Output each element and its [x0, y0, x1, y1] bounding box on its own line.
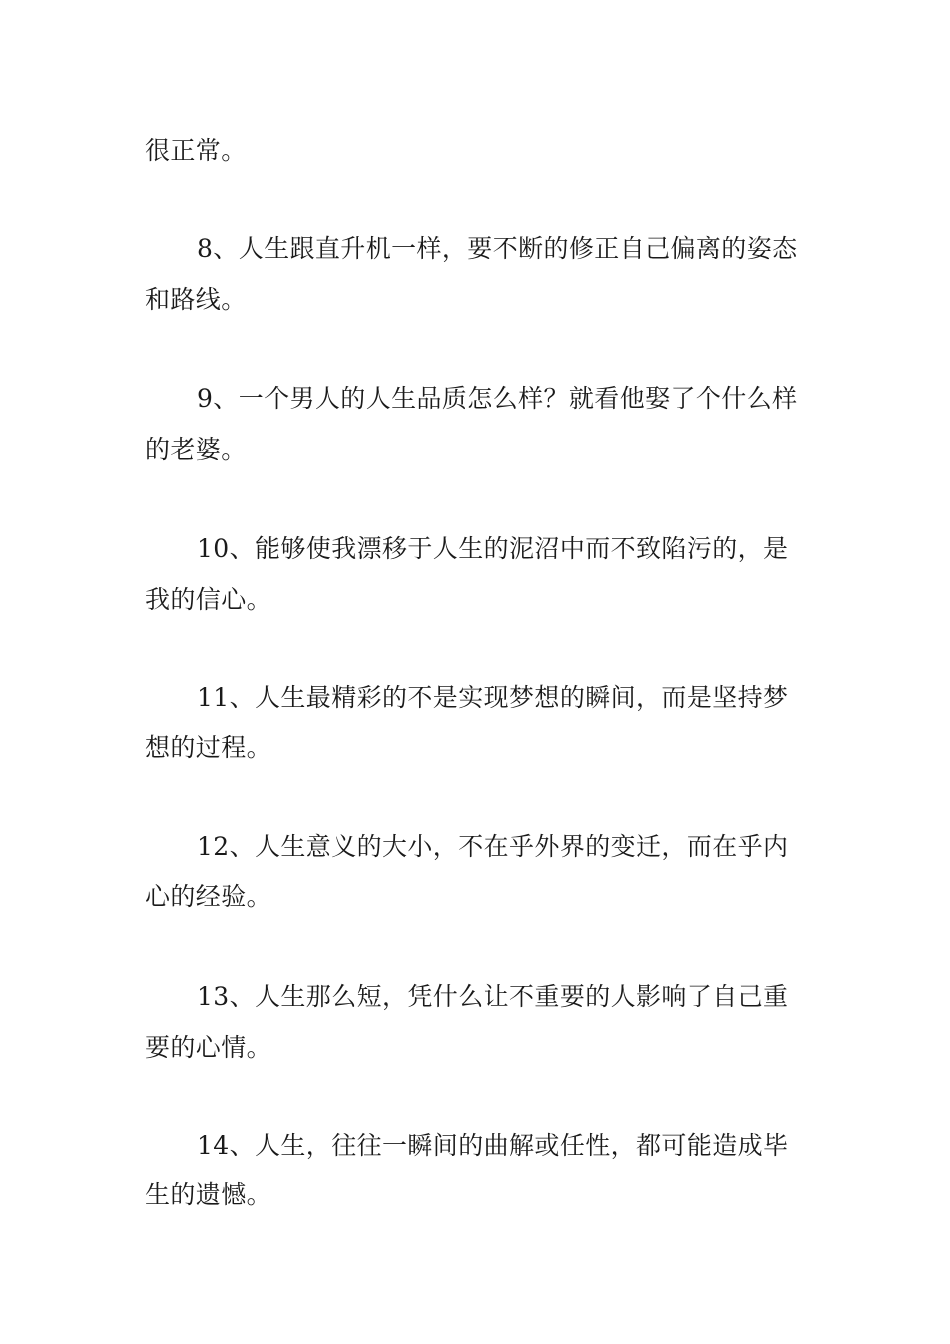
quote-12-line-2: 心的经验。	[145, 882, 273, 911]
quote-14-line-1: 14、人生，往往一瞬间的曲解或任性，都可能造成毕	[197, 1131, 789, 1160]
paragraph-continuation-line: 很正常。	[145, 136, 247, 165]
quote-12-line-1: 12、人生意义的大小，不在乎外界的变迁，而在乎内	[197, 832, 789, 861]
quote-11-line-1: 11、人生最精彩的不是实现梦想的瞬间，而是坚持梦	[197, 683, 789, 712]
quote-9-line-2: 的老婆。	[145, 435, 247, 464]
quote-13-line-2: 要的心情。	[145, 1033, 273, 1062]
quote-10-line-2: 我的信心。	[145, 585, 273, 614]
quote-14-line-2: 生的遗憾。	[145, 1180, 273, 1209]
quote-9-line-1: 9、一个男人的人生品质怎么样？就看他娶了个什么样	[197, 384, 798, 413]
quote-10-line-1: 10、能够使我漂移于人生的泥沼中而不致陷污的，是	[197, 534, 789, 563]
quote-13-line-1: 13、人生那么短，凭什么让不重要的人影响了自己重	[197, 982, 789, 1011]
quote-8-line-2: 和路线。	[145, 285, 247, 314]
quote-11-line-2: 想的过程。	[145, 733, 273, 762]
quote-8-line-1: 8、人生跟直升机一样，要不断的修正自己偏离的姿态	[197, 234, 798, 263]
